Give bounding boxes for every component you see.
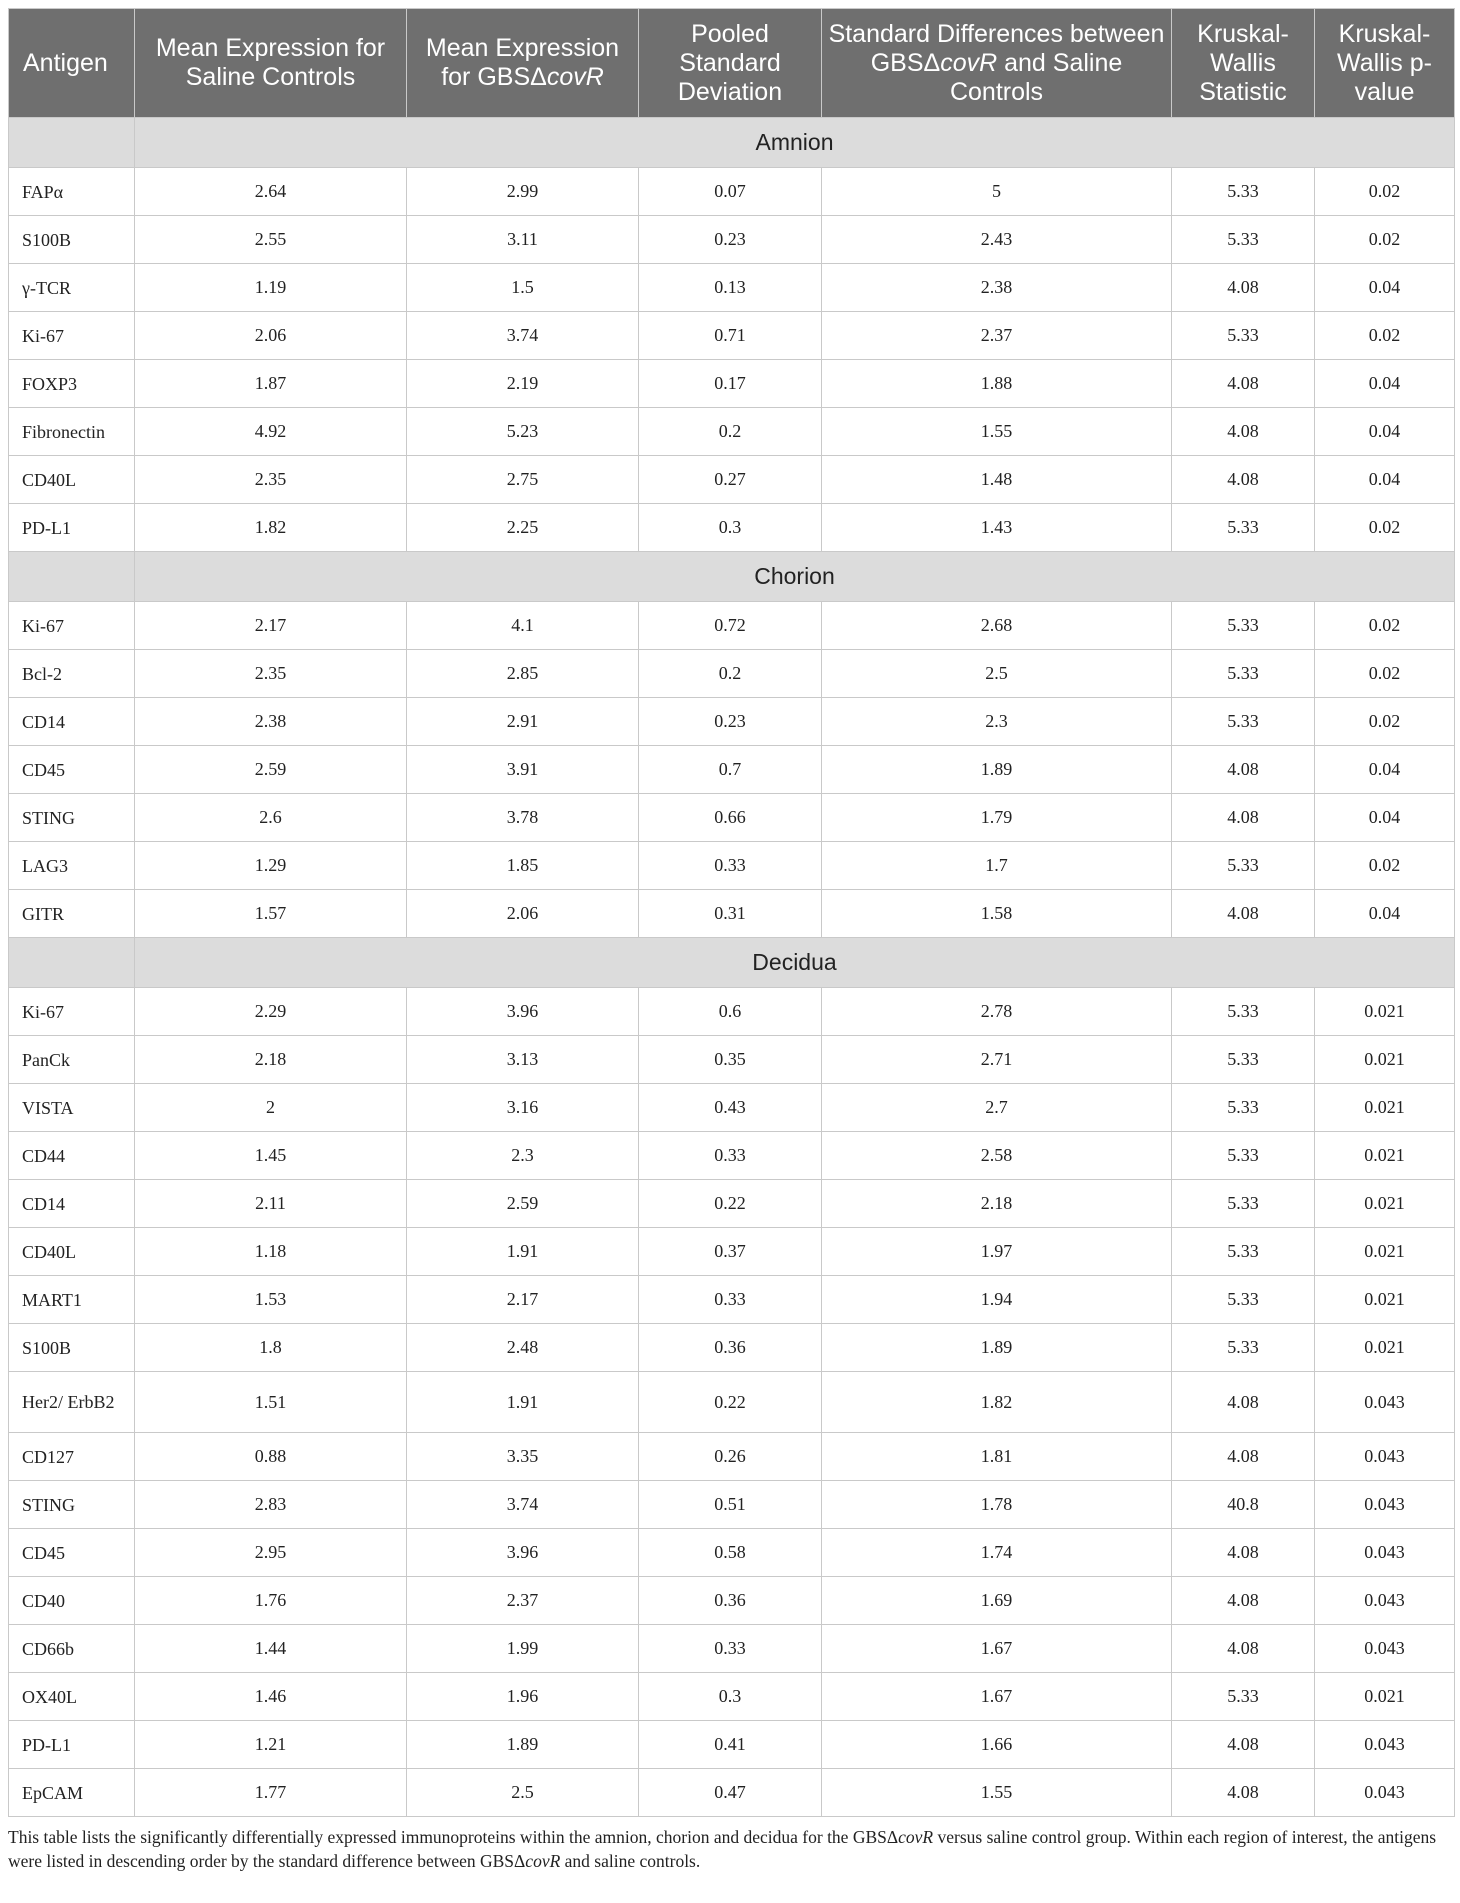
cell-kw-statistic: 40.8 <box>1172 1481 1315 1529</box>
cell-kw-pvalue: 0.021 <box>1315 1228 1455 1276</box>
cell-kw-statistic: 4.08 <box>1172 264 1315 312</box>
cell-pooled-sd: 0.22 <box>639 1180 822 1228</box>
cell-antigen: Her2/ ErbB2 <box>9 1372 135 1433</box>
cell-kw-statistic: 5.33 <box>1172 1180 1315 1228</box>
cell-kw-statistic: 5.33 <box>1172 312 1315 360</box>
table-row <box>9 1769 1455 1817</box>
cell-pooled-sd: 0.58 <box>639 1529 822 1577</box>
cell-kw-pvalue: 0.04 <box>1315 360 1455 408</box>
cell-mean-gbs: 2.19 <box>407 360 639 408</box>
table-footnote <box>8 1825 1454 1873</box>
table-row <box>9 1084 1455 1132</box>
cell-pooled-sd: 0.3 <box>639 1673 822 1721</box>
cell-mean-saline: 2.35 <box>135 650 407 698</box>
cell-pooled-sd: 0.31 <box>639 890 822 938</box>
cell-kw-statistic: 5.33 <box>1172 1673 1315 1721</box>
table-row <box>9 1372 1455 1433</box>
cell-mean-gbs: 4.1 <box>407 602 639 650</box>
cell-mean-saline: 1.82 <box>135 504 407 552</box>
cell-mean-gbs: 5.23 <box>407 408 639 456</box>
cell-antigen: γ-TCR <box>9 264 135 312</box>
cell-mean-gbs: 2.91 <box>407 698 639 746</box>
table-row <box>9 746 1455 794</box>
cell-mean-gbs: 1.91 <box>407 1372 639 1433</box>
cell-antigen: CD44 <box>9 1132 135 1180</box>
cell-std-diff: 2.5 <box>822 650 1172 698</box>
cell-std-diff: 1.67 <box>822 1625 1172 1673</box>
table-row <box>9 360 1455 408</box>
cell-mean-saline: 1.76 <box>135 1577 407 1625</box>
cell-kw-statistic: 5.33 <box>1172 842 1315 890</box>
cell-antigen: PD-L1 <box>9 1721 135 1769</box>
cell-pooled-sd: 0.47 <box>639 1769 822 1817</box>
cell-pooled-sd: 0.36 <box>639 1324 822 1372</box>
cell-pooled-sd: 0.23 <box>639 216 822 264</box>
cell-kw-pvalue: 0.021 <box>1315 988 1455 1036</box>
header-std-diff-text: Standard Differences between GBSΔ <box>828 19 1165 77</box>
header-pooled-sd <box>639 9 822 118</box>
header-mean-saline-text: Mean Expression for Saline Controls <box>155 34 386 91</box>
section-header-row <box>9 118 1455 168</box>
cell-kw-pvalue: 0.043 <box>1315 1577 1455 1625</box>
cell-kw-pvalue: 0.043 <box>1315 1529 1455 1577</box>
table-row <box>9 1529 1455 1577</box>
cell-antigen: Ki-67 <box>9 602 135 650</box>
section-title: Decidua <box>135 938 1455 988</box>
cell-antigen: S100B <box>9 216 135 264</box>
cell-std-diff: 1.78 <box>822 1481 1172 1529</box>
cell-mean-gbs: 3.16 <box>407 1084 639 1132</box>
cell-antigen: GITR <box>9 890 135 938</box>
cell-kw-statistic: 5.33 <box>1172 1132 1315 1180</box>
cell-kw-pvalue: 0.043 <box>1315 1769 1455 1817</box>
cell-antigen: CD40L <box>9 456 135 504</box>
cell-kw-statistic: 4.08 <box>1172 456 1315 504</box>
cell-antigen: CD40L <box>9 1228 135 1276</box>
cell-std-diff: 1.82 <box>822 1372 1172 1433</box>
cell-antigen: CD45 <box>9 1529 135 1577</box>
cell-pooled-sd: 0.33 <box>639 842 822 890</box>
cell-mean-saline: 1.19 <box>135 264 407 312</box>
table-row <box>9 650 1455 698</box>
table-row <box>9 1180 1455 1228</box>
cell-kw-pvalue: 0.021 <box>1315 1673 1455 1721</box>
table-row <box>9 1276 1455 1324</box>
cell-antigen: MART1 <box>9 1276 135 1324</box>
cell-kw-pvalue: 0.02 <box>1315 216 1455 264</box>
table-row <box>9 168 1455 216</box>
cell-mean-gbs: 3.11 <box>407 216 639 264</box>
table-row <box>9 602 1455 650</box>
cell-antigen: S100B <box>9 1324 135 1372</box>
cell-kw-statistic: 4.08 <box>1172 1433 1315 1481</box>
table-row <box>9 1481 1455 1529</box>
cell-pooled-sd: 0.35 <box>639 1036 822 1084</box>
cell-kw-pvalue: 0.04 <box>1315 890 1455 938</box>
cell-mean-saline: 2.38 <box>135 698 407 746</box>
cell-mean-gbs: 1.5 <box>407 264 639 312</box>
cell-mean-saline: 1.51 <box>135 1372 407 1433</box>
cell-kw-statistic: 5.33 <box>1172 1084 1315 1132</box>
cell-std-diff: 1.89 <box>822 746 1172 794</box>
table-row <box>9 1721 1455 1769</box>
cell-pooled-sd: 0.2 <box>639 408 822 456</box>
cell-mean-saline: 2.06 <box>135 312 407 360</box>
header-mean-gbs-italic: covR <box>546 63 604 91</box>
footnote-text-3: and saline controls. <box>560 1851 701 1871</box>
cell-std-diff: 1.74 <box>822 1529 1172 1577</box>
cell-mean-gbs: 3.91 <box>407 746 639 794</box>
table-row <box>9 1577 1455 1625</box>
cell-std-diff: 1.69 <box>822 1577 1172 1625</box>
cell-antigen: CD40 <box>9 1577 135 1625</box>
footnote-text-2: versus saline control group. Within each region of interest, the antigens were listed in descending order by the standard difference between GBSΔ <box>8 1827 1437 1871</box>
cell-mean-saline: 1.45 <box>135 1132 407 1180</box>
table-row <box>9 698 1455 746</box>
header-pooled-sd-text: Pooled Standard Deviation <box>677 19 783 106</box>
header-std-diff <box>822 9 1172 118</box>
cell-antigen: PanCk <box>9 1036 135 1084</box>
cell-kw-pvalue: 0.02 <box>1315 842 1455 890</box>
cell-kw-pvalue: 0.021 <box>1315 1324 1455 1372</box>
cell-std-diff: 1.79 <box>822 794 1172 842</box>
table-row <box>9 1433 1455 1481</box>
cell-pooled-sd: 0.51 <box>639 1481 822 1529</box>
cell-mean-saline: 1.77 <box>135 1769 407 1817</box>
cell-mean-saline: 2.35 <box>135 456 407 504</box>
cell-pooled-sd: 0.66 <box>639 794 822 842</box>
cell-mean-saline: 1.21 <box>135 1721 407 1769</box>
cell-mean-saline: 2.6 <box>135 794 407 842</box>
table-row <box>9 456 1455 504</box>
section-header-row <box>9 938 1455 988</box>
results-table <box>8 8 1455 1817</box>
cell-pooled-sd: 0.13 <box>639 264 822 312</box>
cell-mean-saline: 1.46 <box>135 1673 407 1721</box>
footnote-italic-2: covR <box>525 1851 561 1871</box>
cell-std-diff: 1.81 <box>822 1433 1172 1481</box>
footnote-italic-1: covR <box>898 1827 934 1847</box>
cell-mean-saline: 2.29 <box>135 988 407 1036</box>
cell-kw-pvalue: 0.02 <box>1315 698 1455 746</box>
cell-std-diff: 1.66 <box>822 1721 1172 1769</box>
cell-mean-saline: 2 <box>135 1084 407 1132</box>
cell-mean-saline: 4.92 <box>135 408 407 456</box>
table-row <box>9 1625 1455 1673</box>
cell-antigen: CD66b <box>9 1625 135 1673</box>
cell-antigen: Bcl-2 <box>9 650 135 698</box>
cell-mean-saline: 2.95 <box>135 1529 407 1577</box>
table-row <box>9 842 1455 890</box>
cell-mean-gbs: 1.89 <box>407 1721 639 1769</box>
cell-antigen: FAPα <box>9 168 135 216</box>
cell-kw-statistic: 4.08 <box>1172 408 1315 456</box>
cell-kw-statistic: 5.33 <box>1172 988 1315 1036</box>
cell-kw-statistic: 4.08 <box>1172 746 1315 794</box>
cell-kw-pvalue: 0.04 <box>1315 408 1455 456</box>
footnote-text-1: This table lists the significantly differentially expressed immunoproteins within the amnion, chorion and decidua for the GBSΔ <box>8 1827 899 1847</box>
header-kw-pvalue <box>1315 9 1455 118</box>
cell-std-diff: 2.43 <box>822 216 1172 264</box>
cell-kw-statistic: 5.33 <box>1172 1324 1315 1372</box>
cell-mean-gbs: 2.3 <box>407 1132 639 1180</box>
section-header-spacer <box>9 938 135 988</box>
cell-kw-statistic: 5.33 <box>1172 650 1315 698</box>
cell-kw-statistic: 4.08 <box>1172 1625 1315 1673</box>
cell-kw-statistic: 4.08 <box>1172 1529 1315 1577</box>
cell-kw-pvalue: 0.043 <box>1315 1433 1455 1481</box>
cell-pooled-sd: 0.6 <box>639 988 822 1036</box>
cell-antigen: Ki-67 <box>9 988 135 1036</box>
cell-mean-gbs: 2.25 <box>407 504 639 552</box>
cell-kw-pvalue: 0.02 <box>1315 650 1455 698</box>
cell-kw-pvalue: 0.021 <box>1315 1180 1455 1228</box>
cell-mean-gbs: 3.96 <box>407 1529 639 1577</box>
cell-std-diff: 2.3 <box>822 698 1172 746</box>
header-antigen-text: Antigen <box>23 48 108 77</box>
cell-kw-statistic: 4.08 <box>1172 1372 1315 1433</box>
cell-antigen: STING <box>9 794 135 842</box>
cell-kw-statistic: 5.33 <box>1172 602 1315 650</box>
cell-kw-pvalue: 0.021 <box>1315 1132 1455 1180</box>
cell-kw-pvalue: 0.043 <box>1315 1372 1455 1433</box>
cell-mean-gbs: 2.99 <box>407 168 639 216</box>
cell-kw-statistic: 4.08 <box>1172 794 1315 842</box>
cell-pooled-sd: 0.33 <box>639 1132 822 1180</box>
cell-kw-pvalue: 0.021 <box>1315 1276 1455 1324</box>
header-mean-gbs-text: Mean Expression for GBSΔ <box>425 34 620 91</box>
header-kw-statistic-text: Kruskal-Wallis Statistic <box>1197 19 1289 106</box>
cell-std-diff: 2.58 <box>822 1132 1172 1180</box>
table-row <box>9 264 1455 312</box>
cell-pooled-sd: 0.3 <box>639 504 822 552</box>
cell-mean-saline: 2.17 <box>135 602 407 650</box>
cell-mean-saline: 2.64 <box>135 168 407 216</box>
cell-kw-pvalue: 0.04 <box>1315 746 1455 794</box>
cell-pooled-sd: 0.41 <box>639 1721 822 1769</box>
cell-pooled-sd: 0.26 <box>639 1433 822 1481</box>
cell-mean-saline: 1.44 <box>135 1625 407 1673</box>
cell-std-diff: 5 <box>822 168 1172 216</box>
cell-std-diff: 2.18 <box>822 1180 1172 1228</box>
header-kw-pvalue-text: Kruskal-Wallis p-value <box>1337 19 1432 106</box>
table-body <box>9 118 1455 1817</box>
table-container <box>8 8 1454 1873</box>
cell-mean-saline: 1.29 <box>135 842 407 890</box>
cell-kw-pvalue: 0.043 <box>1315 1481 1455 1529</box>
cell-antigen: VISTA <box>9 1084 135 1132</box>
cell-mean-gbs: 1.99 <box>407 1625 639 1673</box>
cell-pooled-sd: 0.72 <box>639 602 822 650</box>
cell-std-diff: 1.55 <box>822 1769 1172 1817</box>
cell-antigen: Fibronectin <box>9 408 135 456</box>
cell-mean-saline: 1.53 <box>135 1276 407 1324</box>
cell-mean-saline: 2.11 <box>135 1180 407 1228</box>
cell-kw-statistic: 5.33 <box>1172 504 1315 552</box>
cell-kw-pvalue: 0.02 <box>1315 504 1455 552</box>
cell-antigen: STING <box>9 1481 135 1529</box>
header-antigen <box>9 9 135 118</box>
table-row <box>9 1036 1455 1084</box>
cell-std-diff: 1.43 <box>822 504 1172 552</box>
section-header-row <box>9 552 1455 602</box>
table-row <box>9 794 1455 842</box>
cell-mean-saline: 2.18 <box>135 1036 407 1084</box>
cell-kw-pvalue: 0.04 <box>1315 264 1455 312</box>
cell-pooled-sd: 0.22 <box>639 1372 822 1433</box>
table-row <box>9 1228 1455 1276</box>
cell-mean-gbs: 3.74 <box>407 1481 639 1529</box>
table-row <box>9 504 1455 552</box>
cell-kw-statistic: 5.33 <box>1172 168 1315 216</box>
cell-mean-gbs: 3.74 <box>407 312 639 360</box>
cell-kw-pvalue: 0.043 <box>1315 1625 1455 1673</box>
table-row <box>9 312 1455 360</box>
cell-pooled-sd: 0.71 <box>639 312 822 360</box>
cell-antigen: Ki-67 <box>9 312 135 360</box>
cell-antigen: EpCAM <box>9 1769 135 1817</box>
table-row <box>9 1324 1455 1372</box>
cell-mean-gbs: 2.5 <box>407 1769 639 1817</box>
cell-mean-gbs: 2.17 <box>407 1276 639 1324</box>
cell-std-diff: 2.71 <box>822 1036 1172 1084</box>
header-std-diff-italic: covR <box>940 48 998 77</box>
cell-std-diff: 2.37 <box>822 312 1172 360</box>
cell-std-diff: 1.97 <box>822 1228 1172 1276</box>
table-row <box>9 988 1455 1036</box>
table-row <box>9 1132 1455 1180</box>
cell-kw-statistic: 4.08 <box>1172 1577 1315 1625</box>
cell-mean-saline: 0.88 <box>135 1433 407 1481</box>
header-row <box>9 9 1455 118</box>
cell-mean-gbs: 3.13 <box>407 1036 639 1084</box>
cell-kw-statistic: 4.08 <box>1172 890 1315 938</box>
cell-pooled-sd: 0.43 <box>639 1084 822 1132</box>
cell-std-diff: 1.94 <box>822 1276 1172 1324</box>
cell-antigen: CD45 <box>9 746 135 794</box>
cell-antigen: CD14 <box>9 698 135 746</box>
header-std-diff-text-end: and Saline Controls <box>949 48 1123 106</box>
header-kw-statistic <box>1172 9 1315 118</box>
cell-kw-statistic: 5.33 <box>1172 216 1315 264</box>
cell-std-diff: 2.68 <box>822 602 1172 650</box>
cell-mean-gbs: 1.96 <box>407 1673 639 1721</box>
cell-pooled-sd: 0.07 <box>639 168 822 216</box>
cell-std-diff: 1.67 <box>822 1673 1172 1721</box>
cell-kw-statistic: 4.08 <box>1172 1721 1315 1769</box>
cell-kw-pvalue: 0.043 <box>1315 1721 1455 1769</box>
cell-std-diff: 1.58 <box>822 890 1172 938</box>
cell-std-diff: 1.55 <box>822 408 1172 456</box>
cell-mean-saline: 1.18 <box>135 1228 407 1276</box>
cell-mean-gbs: 1.91 <box>407 1228 639 1276</box>
header-mean-gbs <box>407 9 639 118</box>
cell-mean-gbs: 2.48 <box>407 1324 639 1372</box>
section-header-spacer <box>9 552 135 602</box>
cell-antigen: CD14 <box>9 1180 135 1228</box>
cell-mean-saline: 1.57 <box>135 890 407 938</box>
section-header-spacer <box>9 118 135 168</box>
cell-antigen: CD127 <box>9 1433 135 1481</box>
cell-kw-statistic: 5.33 <box>1172 1228 1315 1276</box>
cell-antigen: LAG3 <box>9 842 135 890</box>
cell-mean-saline: 1.87 <box>135 360 407 408</box>
cell-pooled-sd: 0.33 <box>639 1625 822 1673</box>
cell-pooled-sd: 0.17 <box>639 360 822 408</box>
cell-std-diff: 1.89 <box>822 1324 1172 1372</box>
cell-mean-gbs: 1.85 <box>407 842 639 890</box>
cell-std-diff: 2.38 <box>822 264 1172 312</box>
cell-antigen: OX40L <box>9 1673 135 1721</box>
cell-kw-statistic: 4.08 <box>1172 360 1315 408</box>
cell-pooled-sd: 0.2 <box>639 650 822 698</box>
cell-mean-gbs: 2.59 <box>407 1180 639 1228</box>
cell-pooled-sd: 0.33 <box>639 1276 822 1324</box>
cell-mean-gbs: 2.06 <box>407 890 639 938</box>
cell-std-diff: 2.78 <box>822 988 1172 1036</box>
table-row <box>9 1673 1455 1721</box>
cell-kw-pvalue: 0.02 <box>1315 602 1455 650</box>
cell-mean-gbs: 2.75 <box>407 456 639 504</box>
cell-std-diff: 1.48 <box>822 456 1172 504</box>
cell-pooled-sd: 0.7 <box>639 746 822 794</box>
cell-mean-gbs: 3.78 <box>407 794 639 842</box>
cell-mean-saline: 1.8 <box>135 1324 407 1372</box>
cell-antigen: FOXP3 <box>9 360 135 408</box>
table-row <box>9 408 1455 456</box>
cell-std-diff: 2.7 <box>822 1084 1172 1132</box>
cell-kw-pvalue: 0.04 <box>1315 794 1455 842</box>
section-title: Amnion <box>135 118 1455 168</box>
table-row <box>9 890 1455 938</box>
cell-kw-pvalue: 0.021 <box>1315 1036 1455 1084</box>
cell-kw-statistic: 5.33 <box>1172 1276 1315 1324</box>
cell-mean-gbs: 3.35 <box>407 1433 639 1481</box>
cell-kw-statistic: 4.08 <box>1172 1769 1315 1817</box>
cell-mean-gbs: 2.37 <box>407 1577 639 1625</box>
cell-pooled-sd: 0.23 <box>639 698 822 746</box>
cell-mean-saline: 2.59 <box>135 746 407 794</box>
cell-mean-saline: 2.55 <box>135 216 407 264</box>
cell-kw-pvalue: 0.02 <box>1315 312 1455 360</box>
header-mean-saline <box>135 9 407 118</box>
cell-pooled-sd: 0.27 <box>639 456 822 504</box>
section-title: Chorion <box>135 552 1455 602</box>
cell-kw-pvalue: 0.021 <box>1315 1084 1455 1132</box>
cell-antigen: PD-L1 <box>9 504 135 552</box>
cell-kw-pvalue: 0.02 <box>1315 168 1455 216</box>
cell-kw-statistic: 5.33 <box>1172 1036 1315 1084</box>
cell-pooled-sd: 0.36 <box>639 1577 822 1625</box>
cell-kw-pvalue: 0.04 <box>1315 456 1455 504</box>
cell-kw-statistic: 5.33 <box>1172 698 1315 746</box>
cell-std-diff: 1.88 <box>822 360 1172 408</box>
cell-mean-saline: 2.83 <box>135 1481 407 1529</box>
cell-std-diff: 1.7 <box>822 842 1172 890</box>
table-row <box>9 216 1455 264</box>
cell-mean-gbs: 2.85 <box>407 650 639 698</box>
cell-pooled-sd: 0.37 <box>639 1228 822 1276</box>
cell-mean-gbs: 3.96 <box>407 988 639 1036</box>
